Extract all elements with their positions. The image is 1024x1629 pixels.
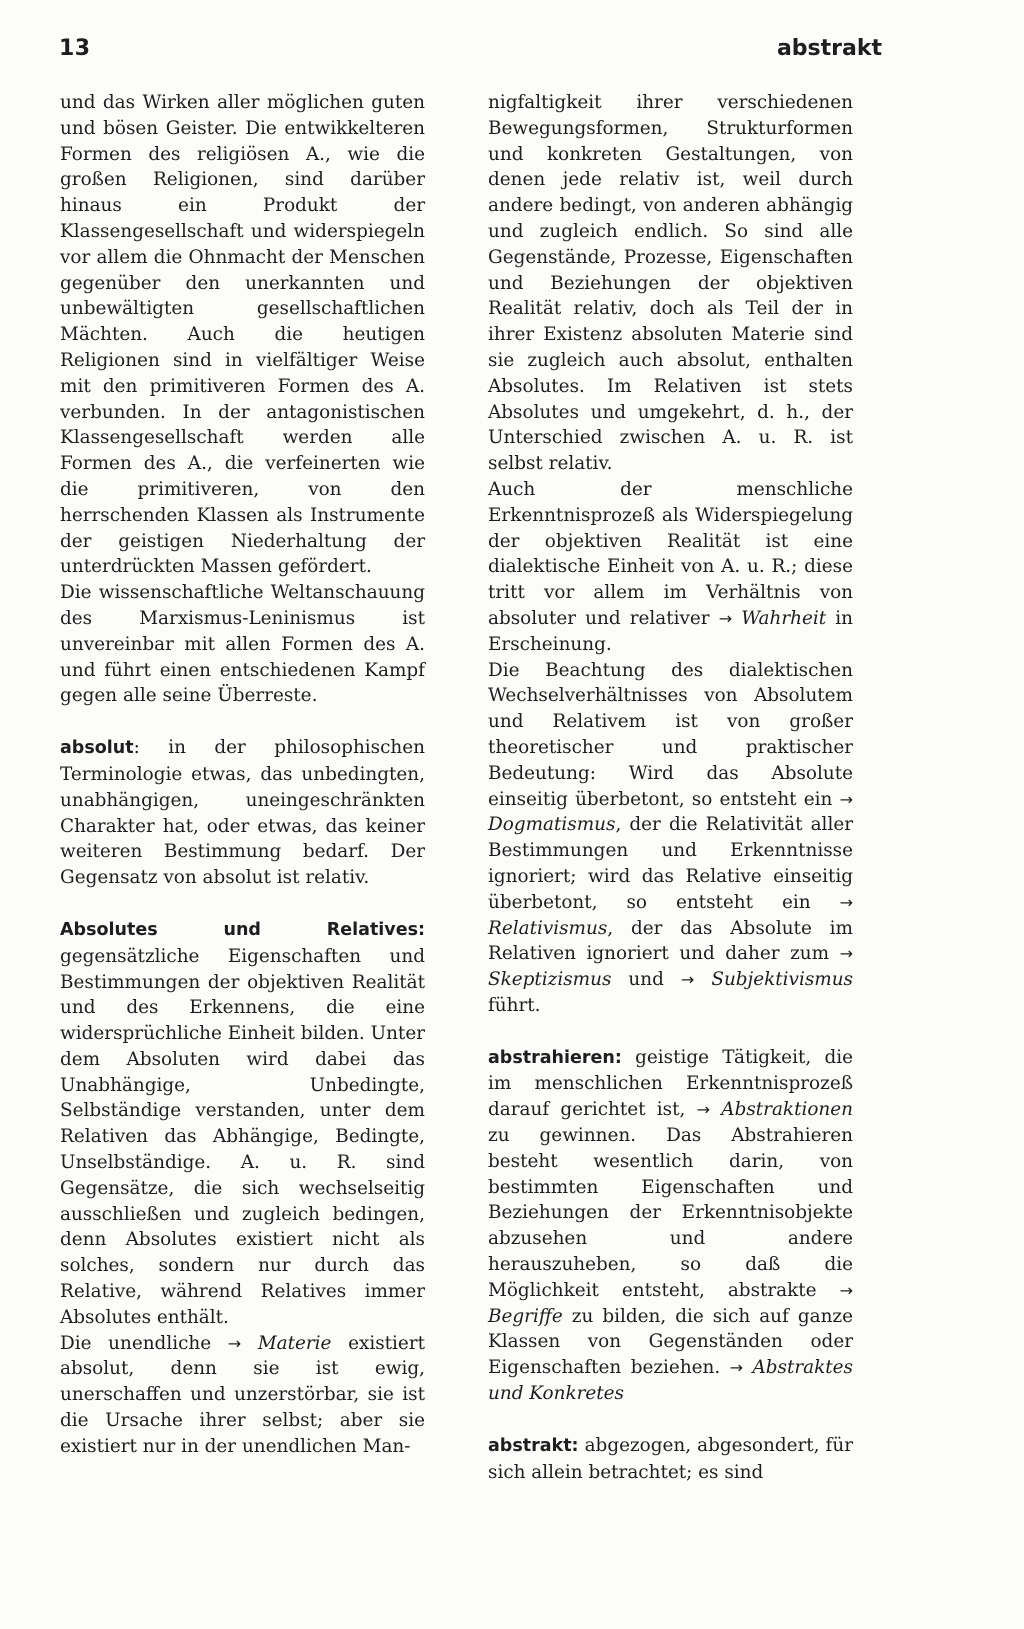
cross-reference[interactable]: Begriffe [488,1305,563,1327]
entry-text: : in der philosophischen Terminologie etwas, das unbedingten, unabhängigen, uneingeschränkten Charakter hat, oder etwas, das keiner weiteren Bestimmung bedarf. Der Gegensatz von absolut ist relativ. [60,737,425,889]
entry-term: absolut [60,738,134,759]
cross-reference[interactable]: Skeptizismus [488,969,612,991]
text: Auch der menschliche Erkenntnisprozeß als Widerspiegelung der objektiven Realität ist eine dialektische Einheit von A. u. R.; diese tritt vor allem im Verhältnis von absoluter und relativer [488,478,853,629]
text: Die unendliche [60,1332,228,1354]
text: in Erscheinung. [488,607,853,655]
right-column [488,90,853,1485]
entry-term: Absolutes und Relatives: [60,919,425,940]
arrow-icon: → [839,892,853,912]
arrow-icon: → [227,1333,242,1353]
paragraph: und das Wirken aller möglichen guten und bösen Geister. Die entwikkelteren Formen des religiösen A., wie die großen Religionen, sind darüber hinaus ein Produkt der Klassengesellschaft und widerspiegeln vor allem die Ohnmacht der Menschen gegenüber den unerkannten und unbewältigten gesellschaftlichen Mächten. Auch die heutigen Religionen sind in vielfältiger Weise mit den primitiveren Formen des A. verbunden. In der antagonistischen Klassengesellschaft werden alle Formen des A., die verfeinerten wie die primitiveren, von den herrschenden Klassen als Instrumente der geistigen Niederhaltung der unterdrückten Massen gefördert. [60,92,425,578]
entry-term: abstrakt: [488,1435,579,1456]
arrow-icon: → [839,1280,853,1300]
page-number: 13 [59,36,91,61]
paragraph [488,658,853,1019]
entry-absolutes-und-relatives [60,917,425,1331]
paragraph [60,1331,425,1460]
entry-text: geistige Tätigkeit, die im menschlichen Erkenntnisprozeß darauf gerichtet ist, [488,1046,853,1121]
cross-reference[interactable]: Abstraktes und Konkretes [488,1357,853,1405]
entry-text: abgezogen, abgesondert, für sich allein betrachtet; es sind [488,1434,853,1483]
arrow-icon: → [729,1358,744,1378]
text: und [611,969,681,991]
cross-reference[interactable]: Wahrheit [741,607,827,629]
arrow-icon: → [718,608,733,628]
entry-text: gegensätzliche Eigenschaften und Bestimmungen der objektiven Realität und des Erkennens, die eine widersprüchliche Einheit bilden. Unter dem Absoluten wird dabei das Unabhängige, Unbedingte, Selbständige verstanden, unter dem Relativen das Abhängige, Bedingte, Unselbständige. A. u. R. sind Gegensätze, die sich wechselseitig ausschließen und zugleich bedingen, denn Absolutes existiert nicht als solches, sondern nur durch das Relative, während Relatives immer Absolutes enthält. [60,945,425,1328]
cross-reference[interactable]: Materie [257,1332,332,1354]
arrow-icon: → [839,789,853,809]
left-column [60,90,425,1460]
cross-reference[interactable]: Abstraktionen [721,1099,853,1121]
text: existiert absolut, denn sie ist ewig, unerschaffen und unzerstörbar, sie ist die Ursache ihrer selbst; aber sie existiert nur in der unendlichen Man- [60,1332,425,1457]
cross-reference[interactable]: Subjektivismus [711,969,853,991]
entry-abstrahieren [488,1045,853,1407]
arrow-icon: → [839,944,853,964]
arrow-icon: → [680,970,695,990]
text: Die Beachtung des dialektischen Wechselverhältnisses von Absolutem und Relativem ist von großer theoretischer und praktischer Bedeutung: Wird das Absolute einseitig überbetont, so entsteht ein [488,659,853,810]
paragraph: Die wissenschaftliche Weltanschauung des Marxismus-Leninismus ist unvereinbar mit allen Formen des A. und führt einen entschiedenen Kampf gegen alle seine Überreste. [60,582,425,707]
text: zu gewinnen. Das Abstrahieren besteht wesentlich darin, von bestimmten Eigenschaften und Beziehungen der Erkenntnisobjekte abzusehen und andere herauszuheben, so daß die Möglichkeit entsteht, abstrakte [488,1125,853,1301]
paragraph: nigfaltigkeit ihrer verschiedenen Bewegungsformen, Strukturformen und konkreten Gestaltungen, von denen jede relativ ist, weil durch andere bedingt, von anderen abhängig und zugleich endlich. So sind alle Gegenstände, Prozesse, Eigenschaften und Beziehungen der objektiven Realität relativ, doch als Teil der in ihrer Existenz absoluten Materie sind sie zugleich auch absolut, enthalten Absolutes. Im Relativen ist stets Absolutes und umgekehrt, d. h., der Unterschied zwischen A. u. R. ist selbst relativ. [488,92,853,475]
paragraph [488,477,853,658]
cross-reference[interactable]: Dogmatismus [488,814,616,836]
cross-reference[interactable]: Relativismus [488,917,608,939]
text: zu bilden, die sich auf ganze Klassen von Gegenständen oder Eigenschaften beziehen. [488,1305,853,1379]
text: führt. [488,994,541,1016]
arrow-icon: → [696,1100,711,1120]
text: , der die Relativität aller Bestimmungen und Erkenntnisse ignoriert; wird das Relative einseitig überbetont, so entsteht ein [488,814,853,913]
entry-term: abstrahieren: [488,1047,622,1068]
text: , der das Absolute im Relativen ignoriert und daher zum [488,917,853,965]
running-head: abstrakt [776,36,882,61]
entry-abstrakt [488,1433,853,1486]
entry-absolut [60,735,425,891]
